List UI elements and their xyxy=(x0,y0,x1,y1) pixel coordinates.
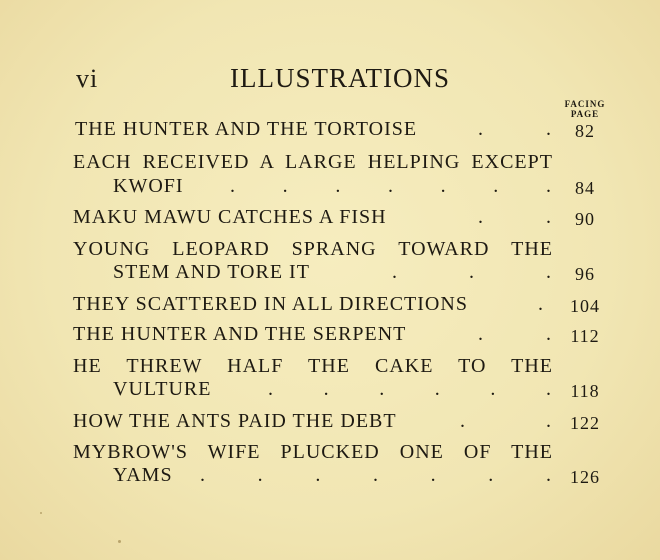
entry-title: THEY SCATTERED IN ALL DIRECTIONS xyxy=(73,293,468,315)
entry-title: HE THREW HALF THE CAKE TO THE xyxy=(73,355,553,377)
entry-page-number: 104 xyxy=(570,296,600,316)
list-item xyxy=(0,206,660,232)
entry-page-number: 126 xyxy=(570,467,600,487)
entry-title: MAKU MAWU CATCHES A FISH xyxy=(73,206,387,228)
dot-leaders: . . xyxy=(478,206,552,228)
list-item xyxy=(0,323,660,349)
dot-leaders: . . . xyxy=(392,261,552,283)
paper-speck xyxy=(118,540,121,543)
list-item xyxy=(0,410,660,436)
dot-leaders: . . xyxy=(478,323,552,345)
list-item xyxy=(0,293,660,319)
entry-title: THE HUNTER AND THE SERPENT xyxy=(73,323,407,345)
entry-title-continued: STEM AND TORE IT xyxy=(113,261,310,283)
paper-speck xyxy=(40,512,42,514)
dot-leaders: . xyxy=(538,293,544,315)
entry-title-continued: KWOFI xyxy=(113,175,184,197)
page-heading: ILLUSTRATIONS xyxy=(230,63,450,93)
list-item xyxy=(0,151,660,177)
list-item-continued xyxy=(0,261,660,287)
facing-label-line1: FACING xyxy=(564,99,606,109)
page-folio: vi xyxy=(76,64,99,93)
dot-leaders: . . . . . . . xyxy=(200,464,552,486)
entry-title: MYBROW'S WIFE PLUCKED ONE OF THE xyxy=(73,441,553,463)
entry-page-number: 96 xyxy=(575,264,595,284)
entry-page-number: 118 xyxy=(570,381,600,401)
entry-page-number: 90 xyxy=(575,209,595,229)
dot-leaders: . . xyxy=(460,410,552,432)
dot-leaders: . . xyxy=(478,118,552,140)
dot-leaders: . . . . . . xyxy=(268,378,552,400)
facing-label-line2: PAGE xyxy=(570,109,600,119)
list-item-continued xyxy=(0,464,660,490)
dot-leaders: . . . . . . . xyxy=(230,175,552,197)
entry-page-number: 122 xyxy=(570,413,600,433)
entry-title: EACH RECEIVED A LARGE HELPING EXCEPT xyxy=(73,151,553,173)
entry-title: YOUNG LEOPARD SPRANG TOWARD THE xyxy=(73,238,553,260)
entry-title: THE HUNTER AND THE TORTOISE xyxy=(75,118,418,140)
list-item xyxy=(0,118,660,144)
list-item-continued xyxy=(0,175,660,201)
list-item-continued xyxy=(0,378,660,404)
entry-page-number: 82 xyxy=(575,121,595,141)
entry-title: HOW THE ANTS PAID THE DEBT xyxy=(73,410,397,432)
entry-title-continued: VULTURE xyxy=(113,378,212,400)
entry-page-number: 84 xyxy=(575,178,595,198)
entry-title-continued: YAMS xyxy=(113,464,173,486)
entry-page-number: 112 xyxy=(570,326,600,346)
